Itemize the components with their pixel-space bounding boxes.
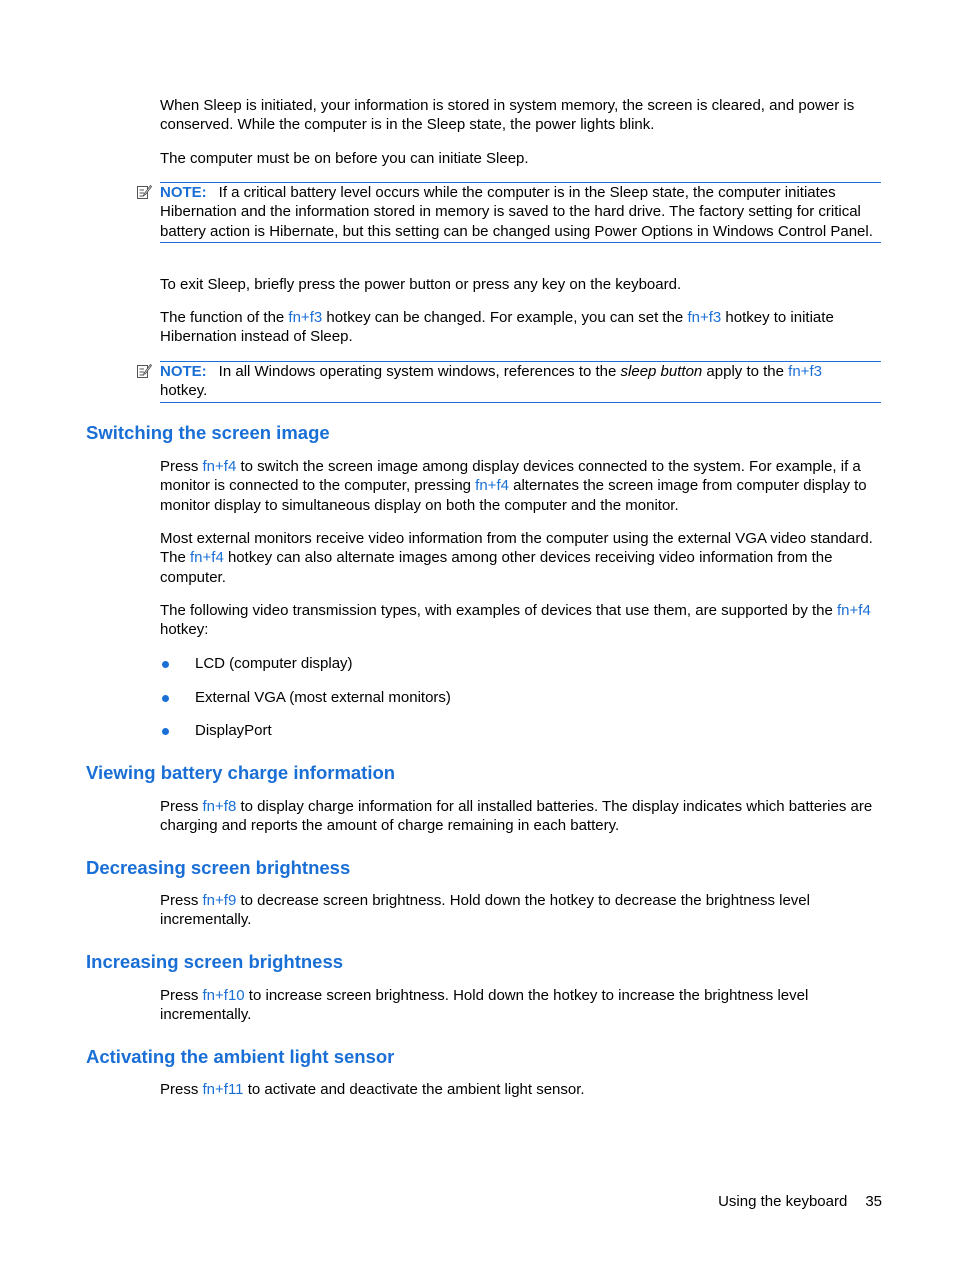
note-text: If a critical battery level occurs while the computer is in the Sleep state, the computer initiates Hibernation and the information stored in memory is saved to the hard drive. The factory setting for critical battery action is Hibernate, but this setting can be changed using Power Options in Windows Control Panel.: [160, 184, 873, 240]
bullet-icon: [162, 661, 169, 668]
heading-switching-screen-image: Switching the screen image: [86, 422, 330, 443]
heading-decreasing-brightness: Decreasing screen brightness: [86, 857, 351, 878]
paragraph-decreasing-brightness: Press fn+f9 to decrease screen brightness. Hold down the hotkey to decrease the brightness level incrementally.: [160, 892, 810, 929]
page-number: 35: [865, 1193, 882, 1210]
heading-increasing-brightness: Increasing screen brightness: [86, 951, 344, 972]
hotkey-link[interactable]: fn+f9: [202, 892, 237, 909]
paragraph-vga: Most external monitors receive video information from the computer using the external VGA video standard. The fn+f4 hotkey can also alternate images among other devices receiving video information from the computer.: [160, 530, 873, 586]
heading-ambient-light: Activating the ambient light sensor: [86, 1046, 395, 1067]
note-label: NOTE:: [160, 363, 207, 380]
paragraph-increasing-brightness: Press fn+f10 to increase screen brightness. Hold down the hotkey to increase the brightness level incrementally.: [160, 987, 809, 1024]
paragraph-exit-sleep: To exit Sleep, briefly press the power button or press any key on the keyboard.: [160, 276, 682, 293]
bullet-icon: [162, 695, 169, 702]
paragraph-battery-charge: Press fn+f8 to display charge information for all installed batteries. The display indicates which batteries are charging and reports the amount of charge remaining in each battery.: [160, 798, 873, 835]
hotkey-link[interactable]: fn+f4: [475, 477, 509, 495]
emphasis-sleep-button: sleep button: [620, 363, 703, 380]
note-icon: [136, 184, 152, 200]
hotkey-link[interactable]: fn+f3: [288, 309, 323, 326]
hotkey-link[interactable]: fn+f4: [837, 602, 871, 619]
paragraph-fn-f3: The function of the fn+f3 hotkey can be changed. For example, you can set the fn+f3 hotkey to initiate Hibernation instead of Sleep.: [160, 309, 834, 346]
bullet-icon: [162, 728, 169, 735]
hotkey-link[interactable]: fn+f3: [687, 309, 722, 326]
note-icon: [136, 363, 152, 379]
hotkey-link[interactable]: fn+f3: [788, 363, 822, 380]
paragraph-sleep-requirement: The computer must be on before you can initiate Sleep.: [160, 150, 529, 167]
paragraph-sleep-initiated: When Sleep is initiated, your information is stored in system memory, the screen is cleared, and power is conserved. While the computer is in the Sleep state, the power lights blink.: [160, 97, 855, 134]
page-footer: [718, 1193, 882, 1210]
hotkey-link[interactable]: fn+f4: [190, 549, 224, 567]
note-critical-battery: [160, 182, 881, 243]
paragraph-ambient-light: Press fn+f11 to activate and deactivate the ambient light sensor.: [160, 1081, 585, 1098]
hotkey-link[interactable]: fn+f8: [202, 798, 237, 815]
note-sleep-button: NOTE: In all Windows operating system windows, references to the sleep button apply to the fn+f3 hotkey.: [160, 361, 881, 403]
heading-battery-charge: Viewing battery charge information: [86, 762, 396, 783]
paragraph-switch-display: Press fn+f4 to switch the screen image among display devices connected to the system. For example, if a monitor is connected to the computer, pressing fn+f4 alternates the screen image from computer display to monitor display to simultaneous display on both the computer and the monitor.: [160, 458, 867, 514]
paragraph-transmission-types: The following video transmission types, with examples of devices that use them, are supported by the fn+f4 hotkey:: [160, 602, 871, 639]
hotkey-link[interactable]: fn+f11: [202, 1081, 244, 1098]
hotkey-link[interactable]: fn+f10: [202, 987, 245, 1004]
note-label: NOTE:: [160, 184, 207, 201]
footer-section: Using the keyboard: [718, 1193, 848, 1210]
hotkey-link[interactable]: fn+f4: [202, 458, 237, 475]
